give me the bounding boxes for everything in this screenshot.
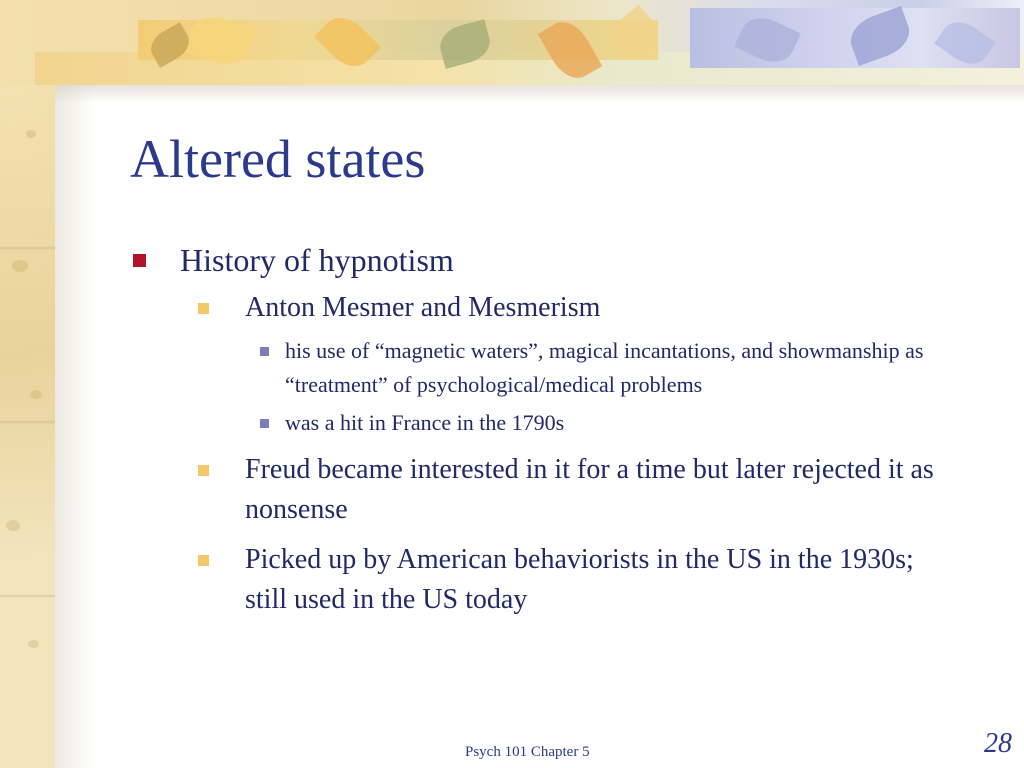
texture-speck [30, 390, 42, 399]
bullet-level2 [198, 450, 945, 530]
bullet-text: was a hit in France in the 1790s [285, 410, 565, 435]
square-bullet-icon [198, 303, 209, 314]
texture-speck [28, 640, 39, 648]
bullet-level1 [130, 240, 990, 280]
bullet-level2 [198, 540, 945, 620]
square-bullet-icon [260, 347, 269, 356]
slide-title: Altered states [130, 129, 426, 189]
bullet-text: Freud became interested in it for a time but later rejected it as nonsense [245, 454, 934, 525]
square-bullet-icon [198, 465, 209, 476]
bullet-level2 [198, 288, 945, 328]
bullet-level3 [260, 334, 945, 402]
left-shadow [55, 0, 95, 768]
bullet-text: Anton Mesmer and Mesmerism [245, 292, 601, 323]
leaf-banner [0, 0, 1024, 85]
banner-shadow [55, 85, 1024, 103]
slide-footer: Psych 101 Chapter 5 [465, 744, 590, 760]
texture-speck [12, 260, 28, 272]
texture-speck [6, 520, 20, 531]
bullet-text: his use of “magnetic waters”, magical incantations, and showmanship as “treatment” of psychological/medical problems [285, 338, 924, 397]
texture-speck [26, 130, 36, 138]
bullet-text: Picked up by American behaviorists in the US in the 1930s; still used in the US today [245, 544, 914, 615]
bullet-list [130, 240, 990, 626]
square-bullet-icon [198, 555, 209, 566]
bullet-text: History of hypnotism [180, 242, 454, 278]
page-number: 28 [984, 728, 1012, 759]
left-texture-band [0, 0, 55, 768]
bullet-level3 [260, 406, 945, 440]
square-bullet-icon [133, 254, 146, 267]
square-bullet-icon [260, 419, 269, 428]
